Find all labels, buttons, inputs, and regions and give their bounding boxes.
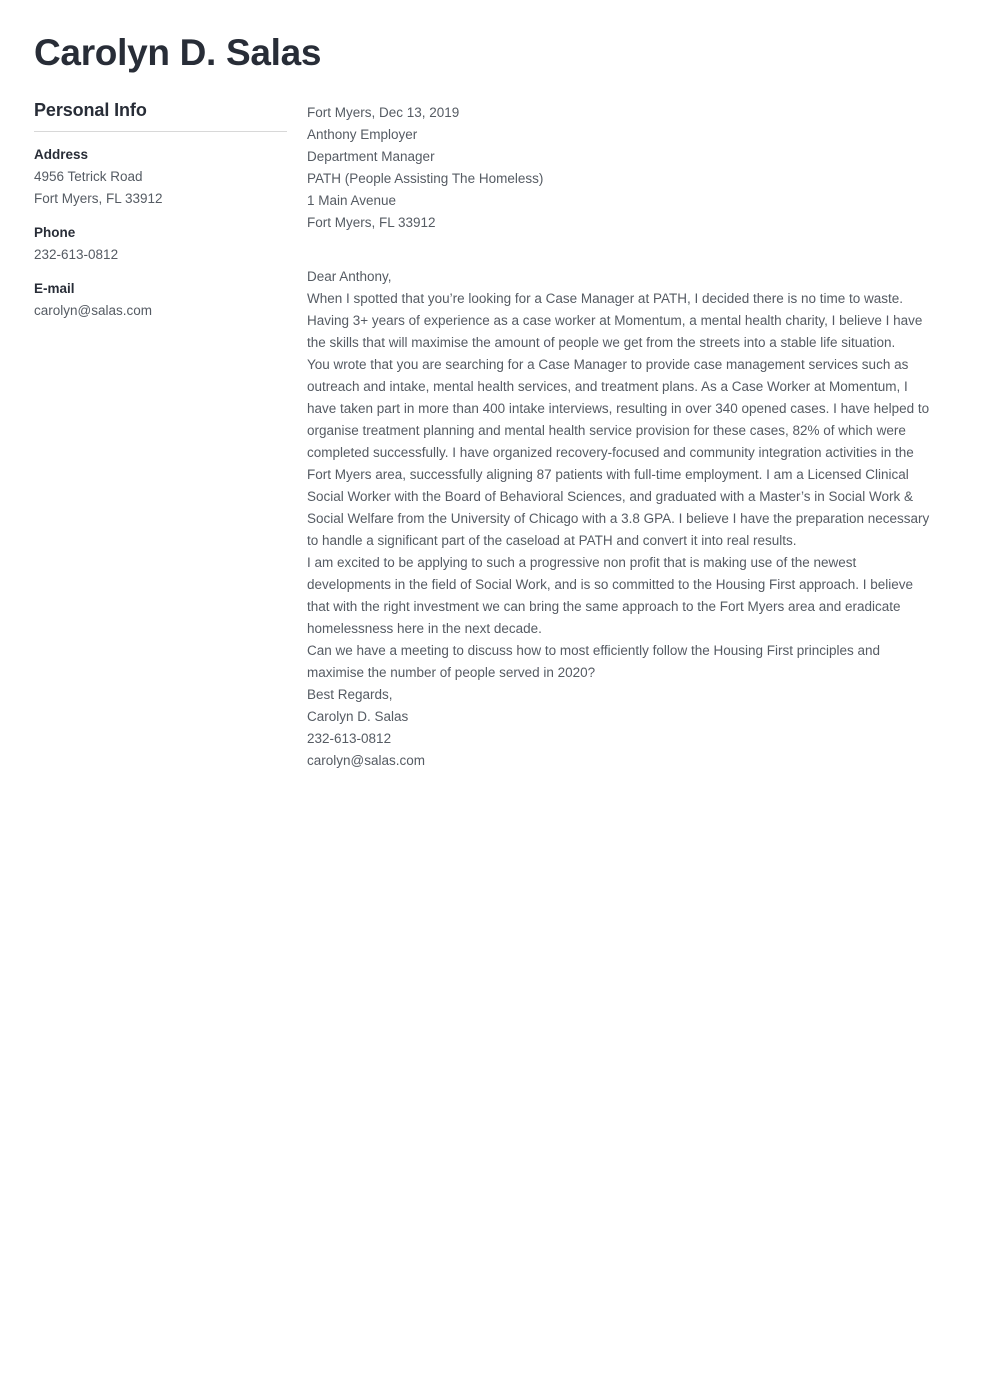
recipient-company: PATH (People Assisting The Homeless) — [307, 171, 544, 186]
info-group-email — [34, 278, 287, 322]
document-header — [0, 0, 990, 76]
info-label-phone: Phone — [34, 225, 76, 240]
signature-email: carolyn@salas.com — [307, 753, 425, 768]
letter-paragraph-3: I am excited to be applying to such a progressive non profit that is making use of the newest developments in the field of Social Work, and is so committed to the Housing First approach. I believe that with the right investment we can bring the same approach to the Fort Myers area and eradicate homelessness here in the next decade. — [307, 555, 914, 636]
recipient-address-block — [307, 124, 935, 234]
info-group-address — [34, 144, 287, 210]
recipient-city: Fort Myers, FL 33912 — [307, 215, 436, 230]
info-label-email: E-mail — [34, 281, 75, 296]
info-value-address-city: Fort Myers, FL 33912 — [34, 191, 163, 206]
info-group-phone — [34, 222, 287, 266]
recipient-street: 1 Main Avenue — [307, 193, 397, 208]
sidebar-section-title: Personal Info — [34, 100, 147, 120]
info-value-address-street: 4956 Tetrick Road — [34, 169, 143, 184]
letter-paragraph-2: You wrote that you are searching for a Case Manager to provide case management services such as outreach and intake, mental health services, and treatment plans. As a Case Worker at Momentum, I have taken part in more than 400 intake interviews, resulting in over 340 opened cases. I have helped to organise treatment planning and mental health service provision for these cases, 82% of which were completed successfully. I have organized recovery-focused and community integration activities in the Fort Myers area, successfully aligning 87 patients with full-time employment. I am a Licensed Clinical Social Worker with the Board of Behavioral Sciences, and graduated with a Master’s in Social Work & Social Welfare from the University of Chicago with a 3.8 GPA. I believe I have the preparation necessary to handle a significant part of the caseload at PATH and convert it into real results. — [307, 357, 930, 548]
signature-name: Carolyn D. Salas — [307, 709, 409, 724]
personal-info-sidebar — [34, 98, 287, 322]
recipient-job-title: Department Manager — [307, 149, 435, 164]
letter-date-line: Fort Myers, Dec 13, 2019 — [307, 105, 460, 120]
document-body — [0, 98, 990, 772]
letter-greeting: Dear Anthony, — [307, 269, 392, 284]
sidebar-divider — [34, 131, 287, 132]
recipient-name: Anthony Employer — [307, 127, 418, 142]
info-label-address: Address — [34, 147, 89, 162]
page-title: Carolyn D. Salas — [34, 32, 322, 73]
letter-signoff: Best Regards, — [307, 687, 393, 702]
cover-letter-content — [287, 98, 935, 772]
info-value-phone: 232-613-0812 — [34, 247, 119, 262]
letter-paragraph-1: When I spotted that you’re looking for a Case Manager at PATH, I decided there is no time to waste. Having 3+ years of experience as a case worker at Momentum, a mental health charity, I believe I have the skills that will maximise the amount of people we get from the streets into a stable life situation. — [307, 291, 923, 350]
letter-paragraph-4: Can we have a meeting to discuss how to most efficiently follow the Housing First principles and maximise the number of people served in 2020? — [307, 643, 881, 680]
info-value-email: carolyn@salas.com — [34, 303, 152, 318]
signature-phone: 232-613-0812 — [307, 731, 392, 746]
signature-block — [307, 706, 935, 772]
